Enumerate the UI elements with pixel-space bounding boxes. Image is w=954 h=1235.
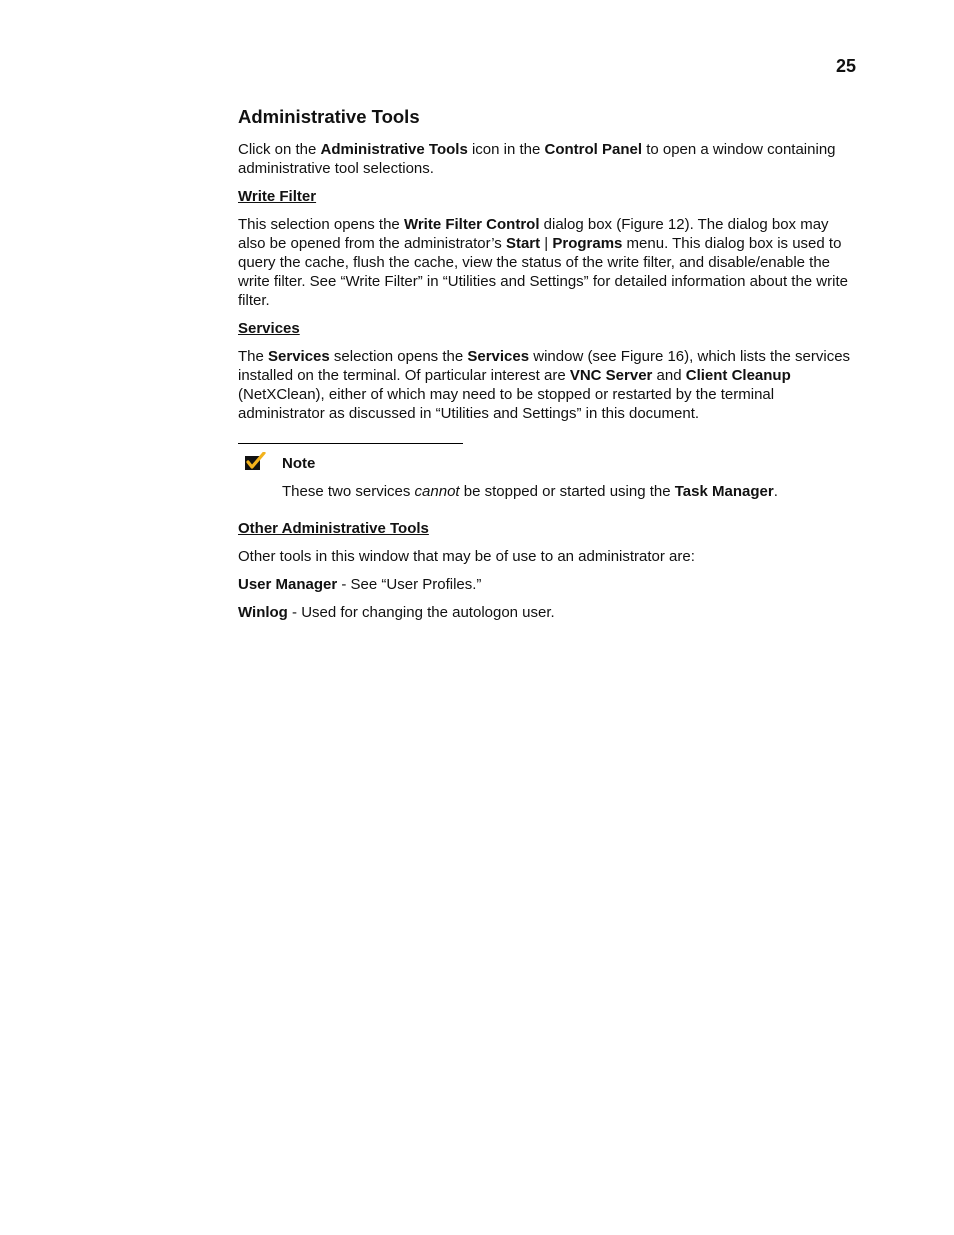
document-content xyxy=(238,106,858,631)
other-tools-intro: Other tools in this window that may be of use to an administrator are: xyxy=(238,548,695,565)
write-filter-heading: Write Filter xyxy=(238,188,317,205)
intro-paragraph: Click on the Administrative Tools icon in the Control Panel to open a window containing administrative tool selections. xyxy=(238,141,836,177)
services-paragraph: The Services selection opens the Services window (see Figure 16), which lists the services installed on the terminal. Of particular interest are VNC Server and Client Cleanup (NetXClean), either of which may need to be stopped or restarted by the terminal administrator as discussed in “Utilities and Settings” in this document. xyxy=(238,348,851,422)
note-text: These two services cannot be stopped or started using the Task Manager. xyxy=(282,483,778,500)
tool-item-user-manager: User Manager - See “User Profiles.” xyxy=(238,576,482,593)
note-block xyxy=(238,452,858,501)
note-divider xyxy=(238,443,463,444)
section-title: Administrative Tools xyxy=(238,106,420,127)
note-title: Note xyxy=(282,455,316,472)
write-filter-paragraph: This selection opens the Write Filter Control dialog box (Figure 12). The dialog box may also be opened from the administrator’s Start | Programs menu. This dialog box is used to query the cache, flush the cache, view the status of the write filter, and disable/enable the write filter. See “Write Filter” in “Utilities and Settings” for detailed information about the write filter. xyxy=(238,216,848,309)
page-number: 25 xyxy=(835,56,856,76)
checkbox-icon xyxy=(244,452,266,472)
tool-item-winlog: Winlog - Used for changing the autologon user. xyxy=(238,604,555,621)
other-tools-heading: Other Administrative Tools xyxy=(238,520,429,537)
services-heading: Services xyxy=(238,320,300,337)
